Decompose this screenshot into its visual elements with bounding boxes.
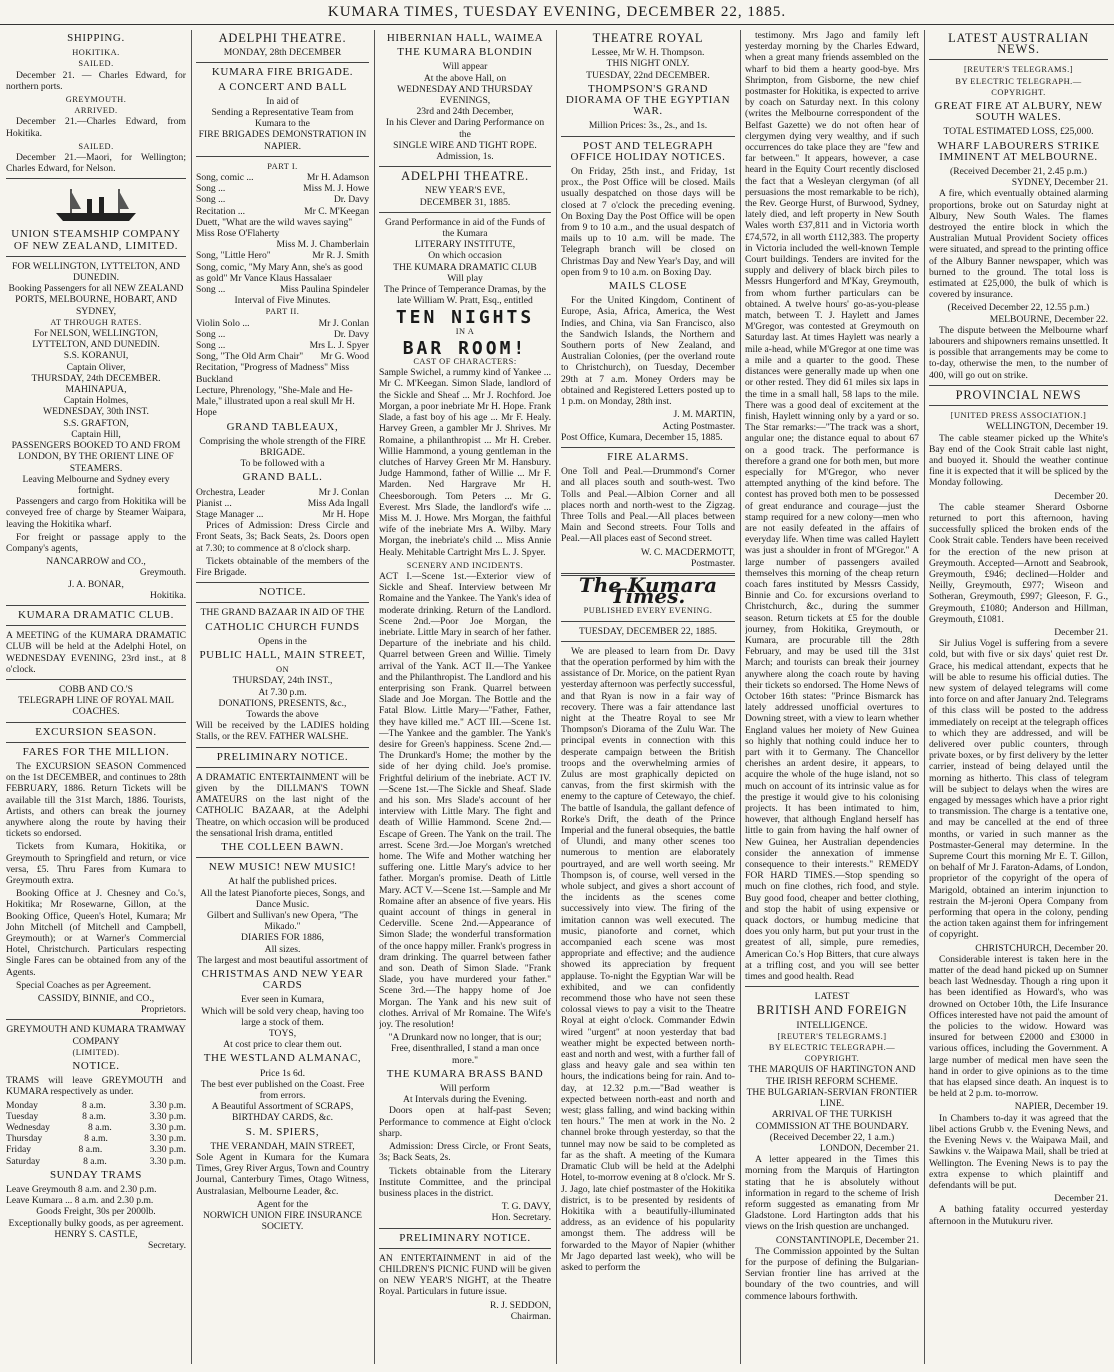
acting-postmaster: Acting Postmaster. [662, 420, 735, 432]
sunday-kumara: Leave Kumara ... 8 a.m. and 2.30 p.m. [6, 1195, 154, 1207]
steamship-icon [51, 185, 141, 225]
grand-ball: GRAND BALL. [242, 471, 323, 484]
greymouth-arrived: December 21.—Charles Edward, from Hokitika. [6, 116, 186, 139]
by-telegraph-1: BY ELECTRIC TELEGRAPH.—COPYRIGHT. [768, 1043, 896, 1064]
wed-thu: WEDNESDAY AND THURSDAY EVENINGS, [397, 83, 533, 107]
at-hall: At the above Hall, on [423, 72, 507, 84]
new-music: NEW MUSIC! NEW MUSIC! [208, 861, 357, 874]
programme-row: Song ... Miss Paulina Spindeler [196, 284, 369, 296]
programme-row: Recitation ... Mr C. M'Keegan [196, 205, 369, 217]
intelligence: INTELLIGENCE. [796, 1019, 868, 1031]
concert-heading: A CONCERT AND BALL [218, 80, 347, 93]
intervals: At Intervals during the Evening. [403, 1094, 527, 1106]
column-6 [929, 30, 1108, 1364]
cobb-line: TELEGRAPH LINE OF ROYAL MAIL COACHES. [18, 695, 174, 718]
xmas-cards: CHRISTMAS AND NEW YEAR CARDS [201, 968, 364, 992]
adelphi-heading: ADELPHI THEATRE. [218, 31, 347, 45]
sydney-dateline: SYDNEY, December 21. [1011, 177, 1108, 189]
resolution: "A Drunkard now no longer, that is our; Free, disenthralled, I stand a man once more." [388, 1032, 542, 1066]
cassidy-binnie: CASSIDY, BINNIE, and CO., [37, 993, 155, 1005]
brass-band: THE KUMARA BRASS BAND [386, 1067, 544, 1080]
trams-leave: TRAMS will leave GREYMOUTH and KUMARA respectively as under. [6, 1075, 186, 1098]
tickets-lit: Tickets obtainable from the Literary Institute Committee, and the principal business places in the district. [379, 1165, 551, 1199]
theatre-royal: THEATRE ROYAL [592, 31, 704, 45]
arrival-headline: ARRIVAL OF THE TURKISH COMMISSION AT THE BOUNDARY. [755, 1109, 909, 1132]
grand-bazaar: THE GRAND BAZAAR IN AID OF THE [200, 607, 365, 619]
masthead: KUMARA TIMES, TUESDAY EVENING, DECEMBER 22, 1885. [0, 0, 1114, 25]
adelphi-date: MONDAY, 28th DECEMBER [223, 47, 342, 59]
tram-timetable [6, 1100, 186, 1167]
column-3 [379, 30, 551, 1364]
sailed-label: SAILED. [78, 59, 114, 69]
greymouth-sailed: December 21.—Maori, for Wellington; Charles Edward, for Nelson. [6, 152, 186, 175]
constantinople-dateline: CONSTANTINOPLE, December 21. [775, 1234, 919, 1246]
orchestra-row: Pianist ... Miss Ada Ingall [196, 497, 369, 509]
in-a: IN A [455, 326, 475, 336]
upa: [UNITED PRESS ASSOCIATION.] [950, 411, 1087, 421]
almanac-price: Price 1s 6d. [259, 1067, 306, 1079]
doors-open: Doors open at half-past Seven; Performance to commence at Eight o'clock sharp. [379, 1105, 551, 1139]
ten-nights: TEN NIGHTS [395, 307, 535, 329]
wharf-labourers: WHARF LABOURERS STRIKE IMMINENT AT MELBOURNE. [937, 139, 1100, 163]
reuters-1: [REUTER'S TELEGRAMS.] [777, 1031, 887, 1041]
tram-row: Saturday 8 a.m. 3.30 p.m. [6, 1155, 186, 1167]
public-hall: PUBLIC HALL, MAIN STREET, [199, 648, 366, 661]
programme-row: Recitation, "Progress of Madness" Miss Buckland [196, 362, 350, 385]
catholic-funds: CATHOLIC CHURCH FUNDS [205, 620, 360, 633]
constantinople-text: The Commission appointed by the Sultan for the purpose of defining the Bulgarian-Servian frontier line has arrived at the boundary of the two countries, and will commence labours forthwith. [745, 1245, 919, 1302]
million-prices: Million Prices: 3s., 2s., and 1s. [588, 120, 708, 132]
prince-of-dramas: The Prince of Temperance Dramas, by the late William W. Pratt, Esq., entitled [384, 284, 546, 307]
hokitika-sailed: December 21. — Charles Edward, for northern ports. [6, 69, 186, 92]
fire-alarms-text: One Toll and Peal.—Drummond's Corner and all places south and south-west. Two Tolls and Peal.—Albion Corner and all places north and north-west to the Zigzag. Three Tolls and Peal.—All places between Main and Second streets. Four Tolls and Peal.—All places east of Second street. [561, 466, 735, 545]
great-fire: GREAT FIRE AT ALBURY, NEW SOUTH WALES. [934, 100, 1103, 124]
latest-australian: LATEST AUSTRALIAN NEWS. [948, 31, 1089, 57]
half-price: At half the published prices. [228, 876, 337, 888]
programme-row: Song ... Dr. Davy [196, 194, 369, 206]
in-his: In his Clever and Daring Performance on the [385, 117, 545, 140]
henry-castle: HENRY S. CASTLE, [54, 1228, 138, 1240]
hibernian-hall: HIBERNIAN HALL, WAIMEA [386, 32, 544, 44]
on-label: ON [275, 665, 290, 675]
ship-mahinapua: MAHINAPUA, [65, 384, 127, 396]
chairman: Chairman. [510, 1310, 551, 1322]
column-5 [745, 30, 919, 1364]
arrived-label: ARRIVED. [74, 106, 118, 116]
bar-room: BAR ROOM! [402, 337, 528, 359]
cast-text: Sample Swichel, a rummy kind of Yankee ... Mr C. M'Keegan. Simon Slade, landlord of the Sickle and Sheaf ... Mr J. Rochford. Joe Morgan, a poor inebriate Mr H. Hope. Frank Slade, a fast boy of his age ... Mr F. Healy. Harvey Green, a gambler Mr J. Shrives. Mr Romaine, a philanthropist ... Mr H. Creber. Willie Hammond, a young gentleman in the clutches of Harvey Green Mr M. Hansbury. Judge Hammond, father of Willie ... Mr F. Marden. Ned Hargrave Mr H. Cheesborough. Tom Peters ... Mr G. Everest. Mrs Slade, the landlord's wife ... Miss M. J. Howe. Mrs Morgan, the faithful wife of the inebriate Mrs A. Wilby. Mary Morgan, the inebriate's child ... Miss Annie Healy. Mehitable Cartright Mrs L. J. Spyer. [379, 367, 551, 558]
column-1 [6, 30, 186, 1364]
total-loss: TOTAL ESTIMATED LOSS, £25,000. [943, 126, 1094, 138]
programme-row: Song, comic, "My Mary Ann, she's as good as gold" Mr Vance Klaus Hassalaer [196, 261, 363, 284]
wellington-text: The cable steamer picked up the White's Bay end of the Cook Strait cable last night, and buoyed it. Should the weather continue fine it is expected that it will be spliced by the Monday following. [929, 432, 1108, 489]
secretary: Secretary. [148, 1240, 186, 1252]
received-2: (Received December 21, 2.45 p.m.) [950, 166, 1087, 178]
sole-agent: Sole Agent in Kumara for the Kumara Times, Grey River Argus, Town and Country Journal, Canterbury Times, Otago Witness, Australasian, Melbourne Leader, &c. [196, 1152, 369, 1197]
fire-demo: FIRE BRIGADES DEMONSTRATION IN NAPIER. [198, 129, 367, 152]
orchestra-row: Orchestra, Leader Mr J. Conlan [196, 486, 369, 498]
westland-almanac: THE WESTLAND ALMANAC, [203, 1052, 362, 1065]
new-years-eve: NEW YEAR'S EVE, [424, 185, 506, 197]
towards: Towards the above [246, 708, 319, 720]
tram-row: Wednesday 8 a.m. 3.30 p.m. [6, 1122, 186, 1134]
kdc-text: A MEETING of the KUMARA DRAMATIC CLUB will be held at the Adelphi Hotel, on WEDNESDAY EVENING, 23rd inst., at 8 o'clock. [6, 630, 186, 675]
tram-row: Thursday 8 a.m. 3.30 p.m. [6, 1133, 186, 1145]
leaving-melbourne: Leaving Melbourne and Sydney every fortnight. [22, 473, 170, 496]
goods-freight: Goods Freight, 30s per 2000lb. [36, 1206, 156, 1218]
tram-row: Friday 8 a.m. 3.30 p.m. [6, 1144, 186, 1156]
received-1: (Received December 22, 1 a.m.) [769, 1131, 895, 1143]
usc-nelson: For NELSON, WELLINGTON, LYTTELTON, AND DUNEDIN. [32, 328, 160, 351]
agent-bonar: J. A. BONAR, [68, 578, 124, 590]
british-foreign: BRITISH AND FOREIGN [756, 1003, 908, 1018]
almanac-best: The best ever published on the Coast. Free from errors. [200, 1078, 365, 1102]
programme-row: Violin Solo ... Mr J. Conlan [196, 317, 369, 329]
column-2 [196, 30, 369, 1364]
gilbert-sullivan: Gilbert and Sullivan's new Opera, "The Mikado." [206, 910, 359, 933]
kdc-heading: KUMARA DRAMATIC CLUB. [18, 608, 174, 621]
christchurch-text: Considerable interest is taken here in the matter of the dead hand picked up on Sumner beach last Wednesday. Though a ring upon it has been identified as Howard's, who was drowned on October 10th, the Life Insurance Offices interested have not paid the amount of the policies to the widow. Howard was insured for between £2000 and £3000 in various offices, including the Government. A large number of medical men have seen the hand in order to give opinions as to the time that has elapsed since death. An inquest is to be held at 2 p.m. to-morrow. [929, 953, 1108, 1100]
in-aid-of: In aid of [266, 95, 299, 107]
all-sizes: All sizes. [264, 943, 301, 955]
shipping-heading: SHIPPING. [67, 32, 125, 44]
news-text: testimony. Mrs Jago and family left yesterday morning by the Charles Edward, when a great many friends assembled on the wharf to bid them a hearty good-bye. Mrs Shrimpton, from Gisborne, the new chief postmaster for Hokitika, is expected to arrive by coach on Saturday next. In this colony (writes the Melbourne correspondent of the Belfast Gazette) we do not often hear of clergymen dying very wealthy, and if such occurrences do take place they are "few and far between." It appears, however, a case heard in the Equity Court recently disclosed the fact that a Wesleyan clergyman (of all persuasions the most remarkable to be rich), the Rev. George Hurst, of Burwood, Sydney, lately died, and left property in New South Wales worth £37,811 and in Victoria worth £74,572, in all worth £112,383. The property in Victoria included the well-known Temple Court buildings. Tenders are invited for the supply and delivery of black birch piles to Messrs Hungerford and M'Kay, Greymouth, from whom further particulars can be obtained. A twelve hours' go-as-you-please match, between T. J. Haylett and James M'Gregor, was contested at Greymouth on Saturday last. At times Haylett was nearly a mile a-head, while M'Gregor at one time was a mile and a quarter to the good. These distances were generally made up when one or other rested. They did 61 miles six laps in the time in a small hall, 58 laps to the mile. There was a good deal of excitement at the finish, Haylett winning only by a yard or so. The Star remarks:—"The track was a short, angular one; the distance equal to about 67 on a good track. The performance is therefore a grand one for both men, but more especially for M'Gregor, who never attempted anything of the kind before. The contest has proved both men to be possessed of great endurance and courage—just the stamp required for a new colony—men who are not easily defeated in the affairs of everyday life. When time was called Haylett was just a shoulder in front of M'Gregor." A large number of passengers availed themselves this morning of the cheap return coach fares instituted by Messrs Cassidy, Binnie and Co. for excursions overland to Christchurch, &c., during the summer season. Return tickets at £5 for the double journey, from Hokitika, Greymouth, or Kumara, are procurable till the 28th February, and may be used till the 31st March; and tourists can break their journey anywhere along the coach route by having their tickets so endorsed. The Home News of October 16th states: "Prince Bismarck has lately addressed unofficial overtures to Downing street, with a view to learn whether England values her moiety of New Guinea so highly that nothing could induce her to part with it to Germany. The Chancellor cherishes an ardent desire, it appears, to acquire the whole of the huge island, not so much on account of its intrinsic value as for the prestige it would give to his colonising projects. It has been intimated to him, however, that although England herself has little to gain from having the half owner of New Guinea, her Australian dependencies consider the annexation of immense consequence to their interests." REMEDY FOR HARD TIMES.—Stop spending so much on fine clothes, rich food, and style. Buy good food, cheaper and better clothing, and stop the habit of using expensive or quack doctors, or humbug medicine that does you only harm, but put your trust in the greatest of all, simple, pure remedies, American Co.'s Hop Bitters, that cure always at a trifling cost, and you will see better times and good health. Read [745, 30, 919, 983]
preliminary-notice: PRELIMINARY NOTICE. [216, 750, 349, 763]
this-night: THIS NIGHT ONLY. [606, 58, 690, 70]
admission-1: Admission, 1s. [436, 151, 494, 163]
cast-heading: CAST OF CHARACTERS: [413, 357, 517, 367]
norwich-union: NORWICH UNION FIRE INSURANCE SOCIETY. [202, 1210, 363, 1233]
will-appear: Will appear [442, 61, 488, 73]
colleen-bawn: THE COLLEEN BAWN. [221, 841, 344, 853]
port-greymouth: GREYMOUTH. [65, 95, 127, 105]
picnic-fund: AN ENTERTAINMENT in aid of the CHILDREN'S PICNIC FUND will be given on NEW YEAR'S NIGHT, at the Theatre Royal. Particulars in future issue. [379, 1252, 551, 1298]
bazaar-time: At 7.30 p.m. [258, 686, 307, 698]
programme-row: Song ... Mrs L. J. Spyer [196, 340, 369, 352]
by-telegraph-2: BY ELECTRIC TELEGRAPH.—COPYRIGHT. [955, 76, 1082, 97]
newspaper-nameplate: The Kumara Times. [578, 572, 718, 609]
assortment: The largest and most beautiful assortment of [197, 954, 368, 966]
followed: To be followed with a [240, 458, 325, 470]
tram-row: Monday 8 a.m. 3.30 p.m. [6, 1099, 186, 1111]
sunday-grey: Leave Greymouth 8 a.m. and 2.30 p.m. [6, 1184, 157, 1196]
mails-text: For the United Kingdom, Continent of Europe, Asia, Africa, America, the West Indies, and China, via San Francisco, also the Sandwich Islands, the Northern and Southern ports of New Zealand, and Australian Colonies, (per the overland route to Christchurch), on Tuesday, December 29th at 7 a.m. Money Orders may be obtained and Registered Letters posted up to 1 p.m. on Monday, 28th inst. [561, 295, 735, 408]
london-dateline: LONDON, December 21. [819, 1142, 919, 1154]
scraps: A Beautiful Assortment of SCRAPS, BIRTHDAY CARDS, &c. [211, 1101, 354, 1124]
postmaster: Postmaster. [691, 557, 735, 569]
melbourne-text: The dispute between the Melbourne wharf labourers and shipowners remains unsettled. It is possible that arrangements may be come to to-day, otherwise the men, to the number of 400, will go out on strike. [929, 324, 1108, 381]
freight-text: For freight or passage apply to the Company's agents, [6, 531, 186, 554]
fire-alarms: FIRE ALARMS. [607, 450, 689, 463]
dec-31: DECEMBER 31, 1885. [419, 196, 511, 208]
bazaar-date: THURSDAY, 24th INST., [232, 675, 333, 687]
wellington-dateline: WELLINGTON, December 19. [986, 421, 1108, 433]
dec21-dateline: December 21. [1054, 626, 1108, 638]
at-cost: At cost price to clear them out. [223, 1039, 342, 1051]
post-office-heading: POST AND TELEGRAPH OFFICE HOLIDAY NOTICES. [570, 139, 726, 163]
programme-row: Lecture, Phrenology, "She-Male and He-Male," illustrated upon a real skull Mr H. Hope [196, 384, 355, 419]
programme-row: Duett, "What are the wild waves saying" Miss Rose O'Flaherty [196, 216, 353, 240]
preliminary-notice-2: PRELIMINARY NOTICE. [399, 1231, 531, 1244]
tramway-limited: (LIMITED). [72, 1047, 120, 1057]
po-date: Post Office, Kumara, December 15, 1885. [561, 431, 723, 443]
proprietors: Proprietors. [140, 1004, 186, 1016]
will-play: Will play [447, 272, 483, 284]
mails-close: MAILS CLOSE [608, 280, 688, 293]
seddon: R. J. SEDDON, [489, 1299, 551, 1311]
excursion-text-3: Booking Office at J. Chesney and Co.'s, Hokitika; Mr Rosewarne, Gillon, at the Booking Office, Queen's Hotel, Kumara; Mr John Mitchell (of Mitchell and Campbell, Greymouth); or at Warner's Commercial Hotel, Christchurch. Particulars respecting Single Fares can be obtained from any of the Agents. [6, 888, 186, 978]
london-text: A letter appeared in the Times this morning from the Marquis of Hartington stating that he is absolutely without information in regard to the scheme of Irish reform suggested as emanating from Mr Gladstone. Lord Hartington adds that his views on the Irish question are unchanged. [745, 1154, 919, 1233]
programme-row: Song, "Little Hero" Mr R. J. Smith [196, 250, 369, 262]
agent-place-2: Hokitika. [150, 589, 186, 601]
opens-in: Opens in the [258, 635, 307, 647]
sailed-label-2: SAILED. [78, 141, 114, 151]
bulky-goods: Exceptionally bulky goods, as per agreement. [8, 1217, 184, 1229]
programme-row: Song ... Miss M. J. Howe [196, 183, 369, 195]
literary-institute: LITERARY INSTITUTE, [414, 239, 516, 251]
tramway-title: GREYMOUTH AND KUMARA TRAMWAY COMPANY [6, 1024, 186, 1047]
reuters-2: [REUTER'S TELEGRAMS.] [963, 65, 1074, 75]
cargo-text: Passengers and cargo from Hokitika will be conveyed free of charge by Steamer Waipara, leaving the Hokitika wharf. [6, 496, 186, 530]
usc-through-rates: AT THROUGH RATES. [50, 317, 142, 327]
tramway-notice: NOTICE. [72, 1060, 120, 1073]
scenery-heading: SCENERY AND INCIDENTS. [406, 560, 524, 570]
dramatic-entertainment: A DRAMATIC ENTERTAINMENT will be given by the DILLMAN'S TOWN AMATEURS on the last night of the CATHOLIC BAZAAR, at the Adelphi Theatre, on which occasion will be produced the sensational Irish drama, entitled [196, 771, 369, 839]
melbourne-dateline: MELBOURNE, December 22. [989, 313, 1108, 325]
ship-grafton: S.S. GRAFTON, [63, 417, 129, 429]
bulgarian-headline: THE BULGARIAN-SERVIAN FRONTIER LINE. [746, 1086, 918, 1110]
received-by: Will be received by the LADIES holding Stalls, or the REV. FATHER WALSHE. [196, 720, 369, 743]
hon-sec: Hon. Secretary. [491, 1212, 551, 1224]
programme-row: Miss M. J. Chamberlain [276, 239, 369, 251]
agent-for: Agent for the [256, 1198, 309, 1210]
post-office-text: On Friday, 25th inst., and Friday, 1st prox., the Post Office will be closed. Mails usually despatched on those days will be closed at 7 o'clock the preceding evening. On Boxing Day the Post Office will be open from 9 to 10 a.m., and the usual despatch of mails up to 10 a.m. will be made. The Telegraph branch will be closed on Christmas Day and New Year's Day, and will open from 9 to 10 a.m. on Boxing Day. [561, 166, 735, 278]
adelphi-heading-2: ADELPHI THEATRE. [401, 169, 529, 184]
excursion-text-1: The EXCURSION SEASON Commenced on the 1st DECEMBER, and continues to 28th FEBRUARY, 1886. Return Tickets will be available till the 31st March, 1886. Tourists, Artists, and others can break the journey anywhere along the route by having their tickets so endorsed. [6, 760, 186, 840]
excursion-heading: EXCURSION SEASON. [35, 725, 157, 738]
diorama-date: TUESDAY, 22nd DECEMBER. [586, 69, 710, 81]
union-steamship-title: UNION STEAMSHIP COMPANY OF NEW ZEALAND, LIMITED. [11, 228, 181, 252]
tram-row: Tuesday 8 a.m. 3.30 p.m. [6, 1110, 186, 1122]
dec21b-text: A bathing fatality occurred yesterday afternoon in the Mutukuru river. [929, 1204, 1108, 1227]
bf-latest: LATEST [814, 991, 850, 1003]
spiers: S. M. SPIERS, [245, 1125, 320, 1138]
toys: TOYS, [268, 1028, 297, 1040]
grand-performance: Grand Performance in aid of the Funds of the Kumara [384, 216, 546, 240]
comprising: Comprising the whole strength of the FIRE BRIGADE. [199, 435, 366, 458]
programme-row: Song, "The Old Arm Chair" Mr G. Wood [196, 351, 369, 363]
programme-row: Song ... Dr. Davy [196, 328, 369, 340]
received-3: (Received December 22, 12.55 p.m.) [947, 302, 1090, 314]
tight-rope: SINGLE WIRE AND TIGHT ROPE. [393, 139, 537, 151]
scenery-text: ACT I.—Scene 1st.—Exterior view of Sickle and Sheaf. Interview between Mr Romaine and the Yankee. The Yank's idea of moderate drinking. Return of the Landlord. Scene 2nd.—Poor Joe Morgan, the inebriate. Little Mary in search of her father. Departure of the inebriate and his child. Quarrel between Green and Willie. Timely arrival of the Yank. ACT II.—The Yankee and the Philanthropist. The Landlord and his enterprising son Frank. Quarrel between Slade and Joe Morgan. The Bottle and the Fatal Blow. Little Mary—"Father, Father, they have killed me." ACT III.—Scene 1st.—The Yankee and the gambler. The Yank's desire for Green's happiness. Scene 2nd.—The Drunkard's Home; the mother by the side of her dying child. Joe's promise. Frightful delirium of the inebriate. ACT IV.—Scene 1st.—The Sickle and Sheaf. Slade and his son. Mrs Slade's account of her interview with Little Mary. The fight and death of Willie Hammond. Scene 2nd.—Escape of Green. The Yank on the trail. The arrest. Scene 3rd.—Joe Morgan's wretched home. The Wife and Mother watching her suffering one. Little Mary's advice to her father. Morgan's promise. Death of Little Mary. ACT V.—Scene 1st.—Sample and Mr Romaine after an absence of five years. His quaint account of things in general in Cederville. Scene 2nd.—Appearance of Simon Slade; the wonderful transformation of the once happy miller. Frank's progress in dram drinking. The quarrel between father and son. Death of Simon Slade. "Frank Slade, you have murdered your father." Scene 3rd.—The happy home of Joe Morgan. The Yank and his new suit of clothes. Arrival of Mr Romaine. The Wife's joy. The resolution! [379, 570, 551, 1031]
napier-text: In Chambers to-day it was agreed that the libel actions Grubb v. the Evening News, and the Evening News v. the Waipawa Mail, and Sawkins v. the Waipawa Mail, shall be tried at Wellington. The Evening News is to pay the extra expense to which plaintiff and defendants will be put. [929, 1112, 1108, 1191]
grafton-captain: Captain Hill, [71, 428, 121, 440]
fares-heading: FARES FOR THE MILLION. [22, 745, 170, 758]
passengers-booked: PASSENGERS BOOKED TO AND FROM LONDON, BY THE ORIENT LINE OF STEAMERS. [11, 440, 181, 474]
column-4 [561, 30, 735, 1364]
excursion-text-4: Special Coaches as per Agreement. [16, 979, 152, 991]
diorama: THOMPSON'S GRAND DIORAMA OF THE EGYPTIAN WAR. [565, 82, 731, 118]
sydney-text: A fire, which eventually obtained alarming proportions, broke out on Saturday night at Albury, New South Wales. The flames destroyed the entire block in which the Australian Mutual Provident Society offices were situated, and spread to the printing office of the Albury Banner newspaper, which was burned to the ground. The total loss is estimated at £25,000, the bulk of which is covered by insurance. [929, 188, 1108, 301]
donations: DONATIONS, PRESENTS, &c., [218, 697, 347, 709]
dec20-text: The cable steamer Sherard Osborne returned to port this afternoon, having successfully spliced the broken ends of the Cook Strait cable. Tenders have been received for the erection of the new prison at Greymouth. Accepted—Arnott and Seabrook, Greymouth, £946; declined—Holder and Neilly, Greymouth, £977; Wiseon and Sotheran, Greymouth, £997; Gleeson, F. G., Greymouth, £1080; Anderson and Hillman, Greymouth, £1081. [929, 501, 1108, 625]
macdermott: W. C. MACDERMOTT, [640, 546, 735, 558]
usc-wellington: FOR WELLINGTON, LYTTELTON, AND DUNEDIN. [12, 260, 180, 284]
ship-koranui: S.S. KORANUI, [63, 350, 129, 362]
agent-nancarrow: NANCARROW and CO., [46, 556, 146, 568]
port-hokitika: HOKITIKA. [72, 48, 120, 58]
orchestra-row: Stage Manager ... Mr H. Hope [196, 508, 369, 520]
sending-team: Sending a Representative Team from Kumara to the [211, 107, 354, 130]
cobb-title: COBB AND CO.'S [59, 683, 133, 695]
marquis-headline: THE MARQUIS OF HARTINGTON AND THE IRISH REFORM SCHEME. [748, 1064, 916, 1087]
on-which: On which occasion [428, 250, 502, 262]
mahinapua-date: WEDNESDAY, 30th INST. [43, 406, 149, 418]
excursion-text-2: Tickets from Kumara, Hokitika, or Greymouth to Springfield and return, or vice versa, £5. Thru Fares from Kumara to Greymouth extra. [6, 841, 186, 886]
dramatic-club: THE KUMARA DRAMATIC CLUB [393, 261, 537, 273]
tg-davy: T. G. DAVY, [501, 1201, 551, 1213]
latest-pieces: All the latest Pianoforte pieces, Songs, and Dance Music. [200, 887, 365, 910]
published-every: PUBLISHED EVERY EVENING. [583, 606, 713, 616]
sunday-trams: SUNDAY TRAMS [49, 1168, 143, 1181]
provincial-news: PROVINCIAL NEWS [955, 387, 1082, 402]
sold-cheap: Which will be sold very cheap, having too large a stock of them. [201, 1005, 364, 1028]
part-2: PART II. [265, 307, 300, 317]
dec21-text: Sir Julius Vogel is suffering from a severe cold, but with five or six days' quiet rest Dr. Grace, his medical attendant, expects that he will be able to resume his official duties. The new system of delayed telegrams will come into force on and after January 2nd. Telegrams of this class will be posted to the address immediately on receipt at the telegraph offices to which they are addressed, and will be delivered over public counters, through private boxes, or by first delivery by the letter carrier, instead of being delayed until the morning as hitherto. This class of telegram will be subject to delays when the wires are engaged by messages which have a prior right to transmission. The charge is a tentative one, and may be cancelled at the end of three months, or varied in such manner as the Postmaster-General may determine. In the Supreme Court this morning Mr E. T. Gillon, on behalf of Mr J. Faraton-Adams, of London, proprietor of the copyright of the opera of Marigold, obtained an interim injunction to restrain the M-jeroni Opera Company from performing that opera in the colony, pending the action taken against them for infringement of copyright. [929, 638, 1108, 941]
dec21b-dateline: December 21. [1054, 1193, 1108, 1205]
admission-2: Admission: Dress Circle, or Front Seats, 3s; Back Seats, 2s. [379, 1141, 551, 1164]
programme-row: Song, comic ... Mr H. Adamson [196, 172, 369, 184]
jm-martin: J. M. MARTIN, [673, 409, 735, 421]
kumara-blondin: THE KUMARA BLONDIN [397, 46, 533, 59]
will-perform: Will perform [440, 1083, 490, 1095]
part-1: PART I. [267, 161, 298, 171]
mahinapua-captain: Captain Holmes, [63, 395, 129, 407]
usc-booking: Booking Passengers for all NEW ZEALAND PORTS, MELBOURNE, HOBART, AND SYDNEY, [8, 283, 184, 317]
koranui-captain: Captain Oliver, [66, 361, 126, 373]
interval: Interval of Five Minutes. [234, 295, 331, 307]
issue-date: TUESDAY, DECEMBER 22, 1885. [578, 625, 718, 637]
koranui-date: THURSDAY, 24th DECEMBER. [31, 372, 161, 384]
editorial-text: We are pleased to learn from Dr. Davy that the operation performed by him with the assistance of Dr. Morice, on the patient Ryan yesterday afternoon was perfectly successful, and that Ryan is now in a fair way of recovery. There was a fair attendance last night at the Theatre Royal to see Mr Thompson's Diorama of the Zulu War. The principal events in connection with this desperate campaign between the British troops and the overwhelming armies of Zulus are most graphically depicted on canvas, from the first skirmish with the enemy to the capture of Cetewayo, the chief. The battle of Isandula, the gallant defence of Rorke's Drift, the death of the Prince Imperial and the funeral obsequies, the battle of Ulundi, and many other scenes too numerous to mention are elaborately pourtrayed, and are well worth seeing. Mr Thompson is, of course, well versed in the whole subject, and gives a short account of the incidents as the scenes come successively into view. The firing of the imitation cannon was well executed. The music, pianoforte and cornet, which accompanied each scene was most appropriate and effective; and the audience showed its appreciation by frequent applause. To-night the Egyptian War will be exhibited, and we can confidently recommend those who have not seen these colossal views to pay a visit to the Theatre Royal at eight o'clock. Commander Edwin wired "urgent" at noon yesterday that bad weather might be expected between north-east and north and west, with a further fall of glass and heavy gale and sea within ten hours, the indications being for rain. And to-day, at 12.32 p.m.—"Bad weather is expected between north-east and north and west; glass falling, and wind backing within ten hours." The men at work in the No. 2 channel broke through yesterday, so that the tunnel may now be said to be completed as far as the shaft. A meeting of the Kumara Dramatic Club will be held at the Adelphi Hotel, to-morrow evening at 8 o'clock. Mr S. J. Jago, late chief postmaster of the Hokitika district, is to be presented by residents of Hokitika with a beautifully-illuminated address, as an evidence of his popularity amongst them. The address will be forwarded to the Mayor of Napier (whither Mr Jago departed last week), who will be asked to perform the [561, 645, 735, 1273]
verandah: THE VERANDAH, MAIN STREET, [210, 1140, 355, 1152]
agent-place-1: Greymouth. [139, 567, 186, 579]
napier-dateline: NAPIER, December 19. [1014, 1101, 1108, 1113]
notice-heading: NOTICE. [258, 586, 307, 599]
blondin-dates: 23rd and 24th December, [416, 106, 514, 118]
grand-tableaux: GRAND TABLEAUX, [226, 420, 339, 433]
tickets-fb: Tickets obtainable of the members of the Fire Brigade. [196, 555, 369, 578]
diaries: DIARIES FOR 1886, [241, 932, 324, 944]
christchurch-dateline: CHRISTCHURCH, December 20. [975, 942, 1108, 954]
prices: Prices of Admission: Dress Circle and Front Seats, 3s; Back Seats, 2s. Doors open at 7.30; to commence at 8 o'clock sharp. [196, 520, 369, 554]
kfb-heading: KUMARA FIRE BRIGADE. [211, 66, 354, 79]
dec20-dateline: December 20. [1054, 490, 1108, 502]
ever-seen: Ever seen in Kumara, [240, 994, 325, 1006]
lessee: Lessee, Mr W. H. Thompson. [591, 47, 705, 59]
